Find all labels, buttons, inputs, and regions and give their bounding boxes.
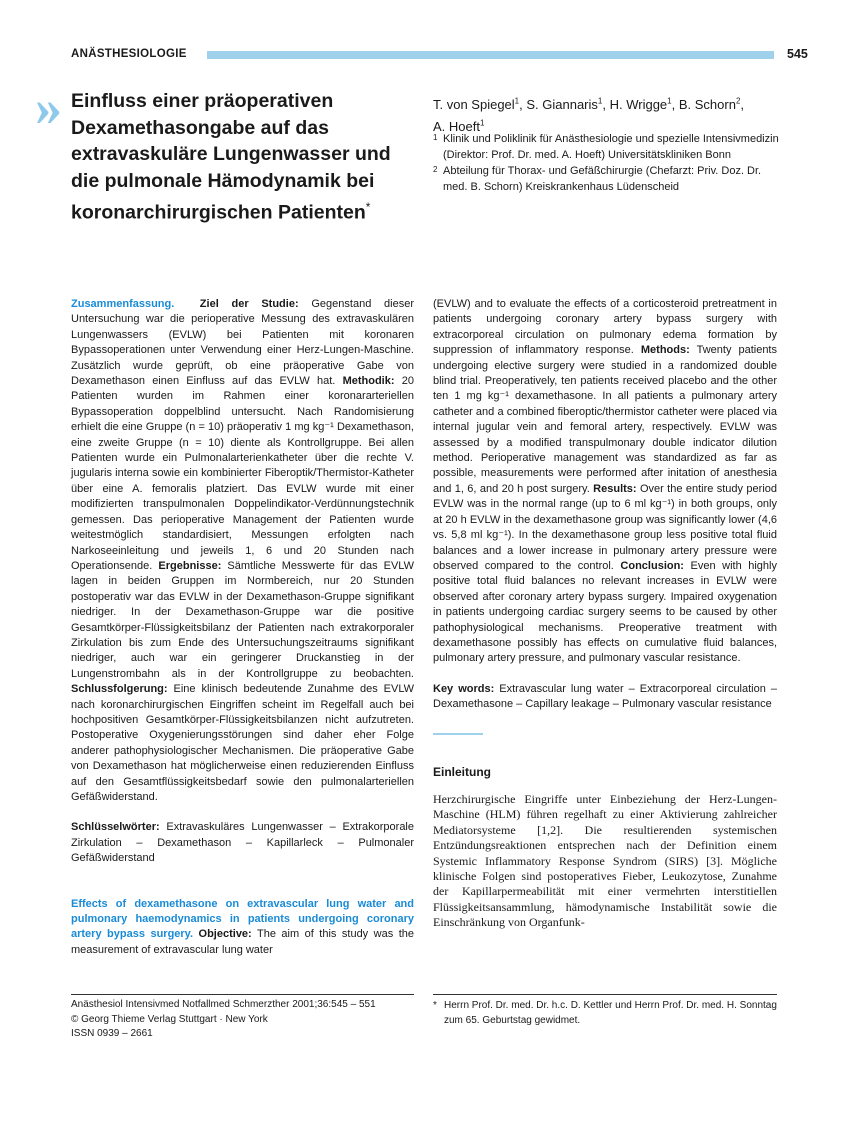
publisher-line: © Georg Thieme Verlag Stuttgart · New York [71,1013,268,1025]
zusammenfassung-paragraph: Zusammenfassung. Ziel der Studie: Gegenstand dieser Untersuchung war die perioperative Messung des extravaskulären Lungenwassers (EVLW) bei Patienten mit koronaren Bypassoperationen unter Verwendung einer Herz-Lungen-Maschine. Zusätzlich wurde geprüft, ob eine präoperative Gabe von Dexamethason einen Einfluss auf das EVLW hat. Methodik: 20 Patienten wurden im Rahmen einer koronararteriellen Bypassoperation doppelblind untersucht. Nach Randomisierung erhielt die eine Gruppe (n = 10) präoperativ 1 mg kg⁻¹ Dexamethason, eine zweite Gruppe (n = 10) diente als Kontrollgruppe. Bei allen Patienten wurde ein Pulmonalarterienkatheter über die rechte V. jugularis interna sowie ein kombinierter Fiberoptik/Thermistor-Katheter über eine A. femoralis platziert. Das EVLW wurde mit einer modifizierten transpulmonalen Doppelindikator-Verdünnungstechnik gemessen. Das perioperative Management der Patienten wurde weitestmöglich standardisiert, Messungen erfolgten nach Narkoseeinleitung und jeweils 1, 6 und 20 Stunden nach Operationsende. Ergebnisse: Sämtliche Messwerte für das EVLW lagen in beiden Gruppen im Normbereich, nur 20 Stunden postoperativ war das EVLW in der Dexamethason-Gruppe signifikant niedriger. In der Dexamethason-Gruppe war die positive Gesamtkörper-Flüssigkeitsbilanz der Patienten nach extrakorporaler Zirkulation bis zum Ende des Untersuchungszeitraums signifikant niedriger, auch war ein geringerer Druckanstieg in der Lungenstrombahn als in der Kontrollgruppe zu beobachten. Schlussfolgerung: Eine klinisch bedeutende Zunahme des EVLW nach koronarchirurgischen Eingriffen scheint im Regelfall auch bei hochpositiven Gesamtkörper-Flüssigkeitsbilanzen nicht aufzutreten. Postoperative Oxygenierungsstörungen sind daher eher Folge anderer pathophysiologischer Mechanismen. Die präoperative Gabe von Dexamethason hat möglicherweise einen reduzierenden Einfluss auf den Gesamtflüssigkeitsbedarf sowie den pulmonalarteriellen Gefäßwiderstand. [71,298,415,803]
right-column [433,297,777,931]
author: H. Wrigge$^1$, [609,97,679,113]
citation-line: Anästhesiol Intensivmed Notfallmed Schmerzther 2001;36:545 – 551 [71,999,376,1010]
schluesselwoerter-label: Schlüsselwörter: [71,821,160,834]
objective-label: Objective: [198,928,252,941]
einleitung-text: Herzchirurgische Eingriffe unter Einbeziehung der Herz-Lungen-Maschine (HLM) führen regelhaft zu einer Aktivierung zahlreicher Mediatorsysteme [1,2]. Die resultierenden systemischen Entzündungsreaktionen entsprechen nach der Definition einem Systemic Inflammatory Response Syndrom (SIRS) [3]. Mögliche klinische Folgen sind postoperatives Fieber, Leukozytose, Zunahme der Kapillarpermeabilität mit einer vermehrten interstitiellen Flüssigkeitsansammlung, hämodynamische Instabilität sowie die Einschränkung von Organfunk- [433,791,777,930]
article-title-text: Einfluss einer präoperativen Dexamethasongabe auf das extravaskuläre Lungenwasser und die pulmonale Hämodynamik bei koronarchirurgischen Patienten [71,90,391,224]
zusammenfassung-heading: Zusammenfassung. [71,298,175,310]
footnote-marker: * [433,1000,437,1011]
author: A. Hoeft$^1$ [433,118,485,134]
affiliations [433,132,783,196]
author: T. von Spiegel$^1$, [433,97,527,113]
results-label: Results: [593,482,637,495]
methods-label: Methods: [640,344,690,357]
author-list [433,93,783,136]
footer-rule [71,994,414,995]
citation-footer [71,994,414,1042]
page-number: 545 [787,47,808,61]
quote-mark-icon: » [35,77,56,137]
section-divider [433,733,483,735]
schluesselwoerter-paragraph: Schlüsselwörter: Extravaskuläres Lungenwasser – Extrakorporale Zirkulation – Dexamethason – Kapillarleck – Pulmonaler Gefäßwiderstand [71,821,414,865]
keywords-label: Key words: [433,682,495,695]
author: B. Schorn$^2$, [678,97,745,113]
left-column [71,297,414,958]
footnote-block [433,994,777,1028]
section-label: ANÄSTHESIOLOGIE [71,48,187,60]
ziel-label: Ziel der Studie: [199,298,299,310]
dedication-footnote: * Herrn Prof. Dr. med. Dr. h.c. D. Kettler und Herrn Prof. Dr. med. H. Sonntag zum 65. Geburtstag gewidmet. [433,1000,777,1026]
conclusion-label: Conclusion: [620,559,684,572]
einleitung-heading: Einleitung [433,764,491,779]
issn-line: ISSN 0939 – 2661 [71,1028,153,1039]
author: S. Giannaris$^1$, [526,97,610,113]
schlussfolgerung-label: Schlussfolgerung: [71,683,168,696]
title-footnote-marker: * [365,200,371,214]
english-abstract-start: Effects of dexamethasone on extravascular lung water and pulmonary haemodynamics in patients undergoing coronary artery bypass surgery. Objective: The aim of this study was the measurement of extravascular lung water [71,897,414,956]
header-rule [207,51,774,59]
affiliation-item: 2 Abteilung für Thorax- und Gefäßchirurgie (Chefarzt: Priv. Doz. Dr. med. B. Schorn) Kreiskrankenhaus Lüdenscheid [433,165,762,193]
keywords-paragraph: Key words: Extravascular lung water – Extracorporeal circulation – Dexamethasone – Capillary leakage – Pulmonary vascular resistance [433,682,777,711]
affiliation-item: 1 Klinik und Poliklinik für Anästhesiologie und spezielle Intensivmedizin (Direktor: Prof. Dr. med. A. Hoeft) Universitätskliniken Bonn [433,133,779,161]
english-abstract-continued: (EVLW) and to evaluate the effects of a corticosteroid pretreatment in patients undergoing coronary artery bypass surgery with extracorporeal circulation on pulmonary edema formation by suppression of inflammatory response. Methods: Twenty patients undergoing elective surgery were studied in a randomized double blind trial. Preoperatively, ten patients received placebo and the other ten 1 mg kg⁻¹ dexamethasone. In all patients a pulmonary artery catheter and a combined fiberoptic/thermistor catheter were placed via internal jugular vein and femoral artery, respectively. EVLW was assessed by a modified transpulmonary double indicator dilution method. Perioperative management was standardized as far as possible, measurements were performed after initation of anesthesia and 1, 6, and 20 h post surgery. Results: Over the entire study period EVLW was in the normal range (up to 6 ml kg⁻¹) in both groups, only at 20 h EVLW in the dexamethasone group was significantly lower (4,6 vs. 5,8 ml kg⁻¹). In the dexamethasone group less positive total fluid balances and a lower increase in pulmonary artery pressure were observed compared to the control. Conclusion: Even with highly positive total fluid balances no relevant increases in EVLW were observed after coronary artery bypass surgery. Impaired oxygenation in patients undergoing cardiac surgery seems to be caused by other pathophysiological mechanisms. Preoperative treatment with dexamethasone possibly has effects on cumulative fluid balances, pulmonary artery pressure, and pulmonary vascular resistance. [433,298,778,665]
english-abstract-title: Effects of dexamethasone on extravascular lung water and pulmonary haemodynamics in patients undergoing coronary artery bypass surgery. [71,897,414,941]
article-title [71,88,421,226]
ergebnisse-label: Ergebnisse: [158,559,222,572]
methodik-label: Methodik: [342,375,395,388]
footnote-rule [433,994,777,995]
